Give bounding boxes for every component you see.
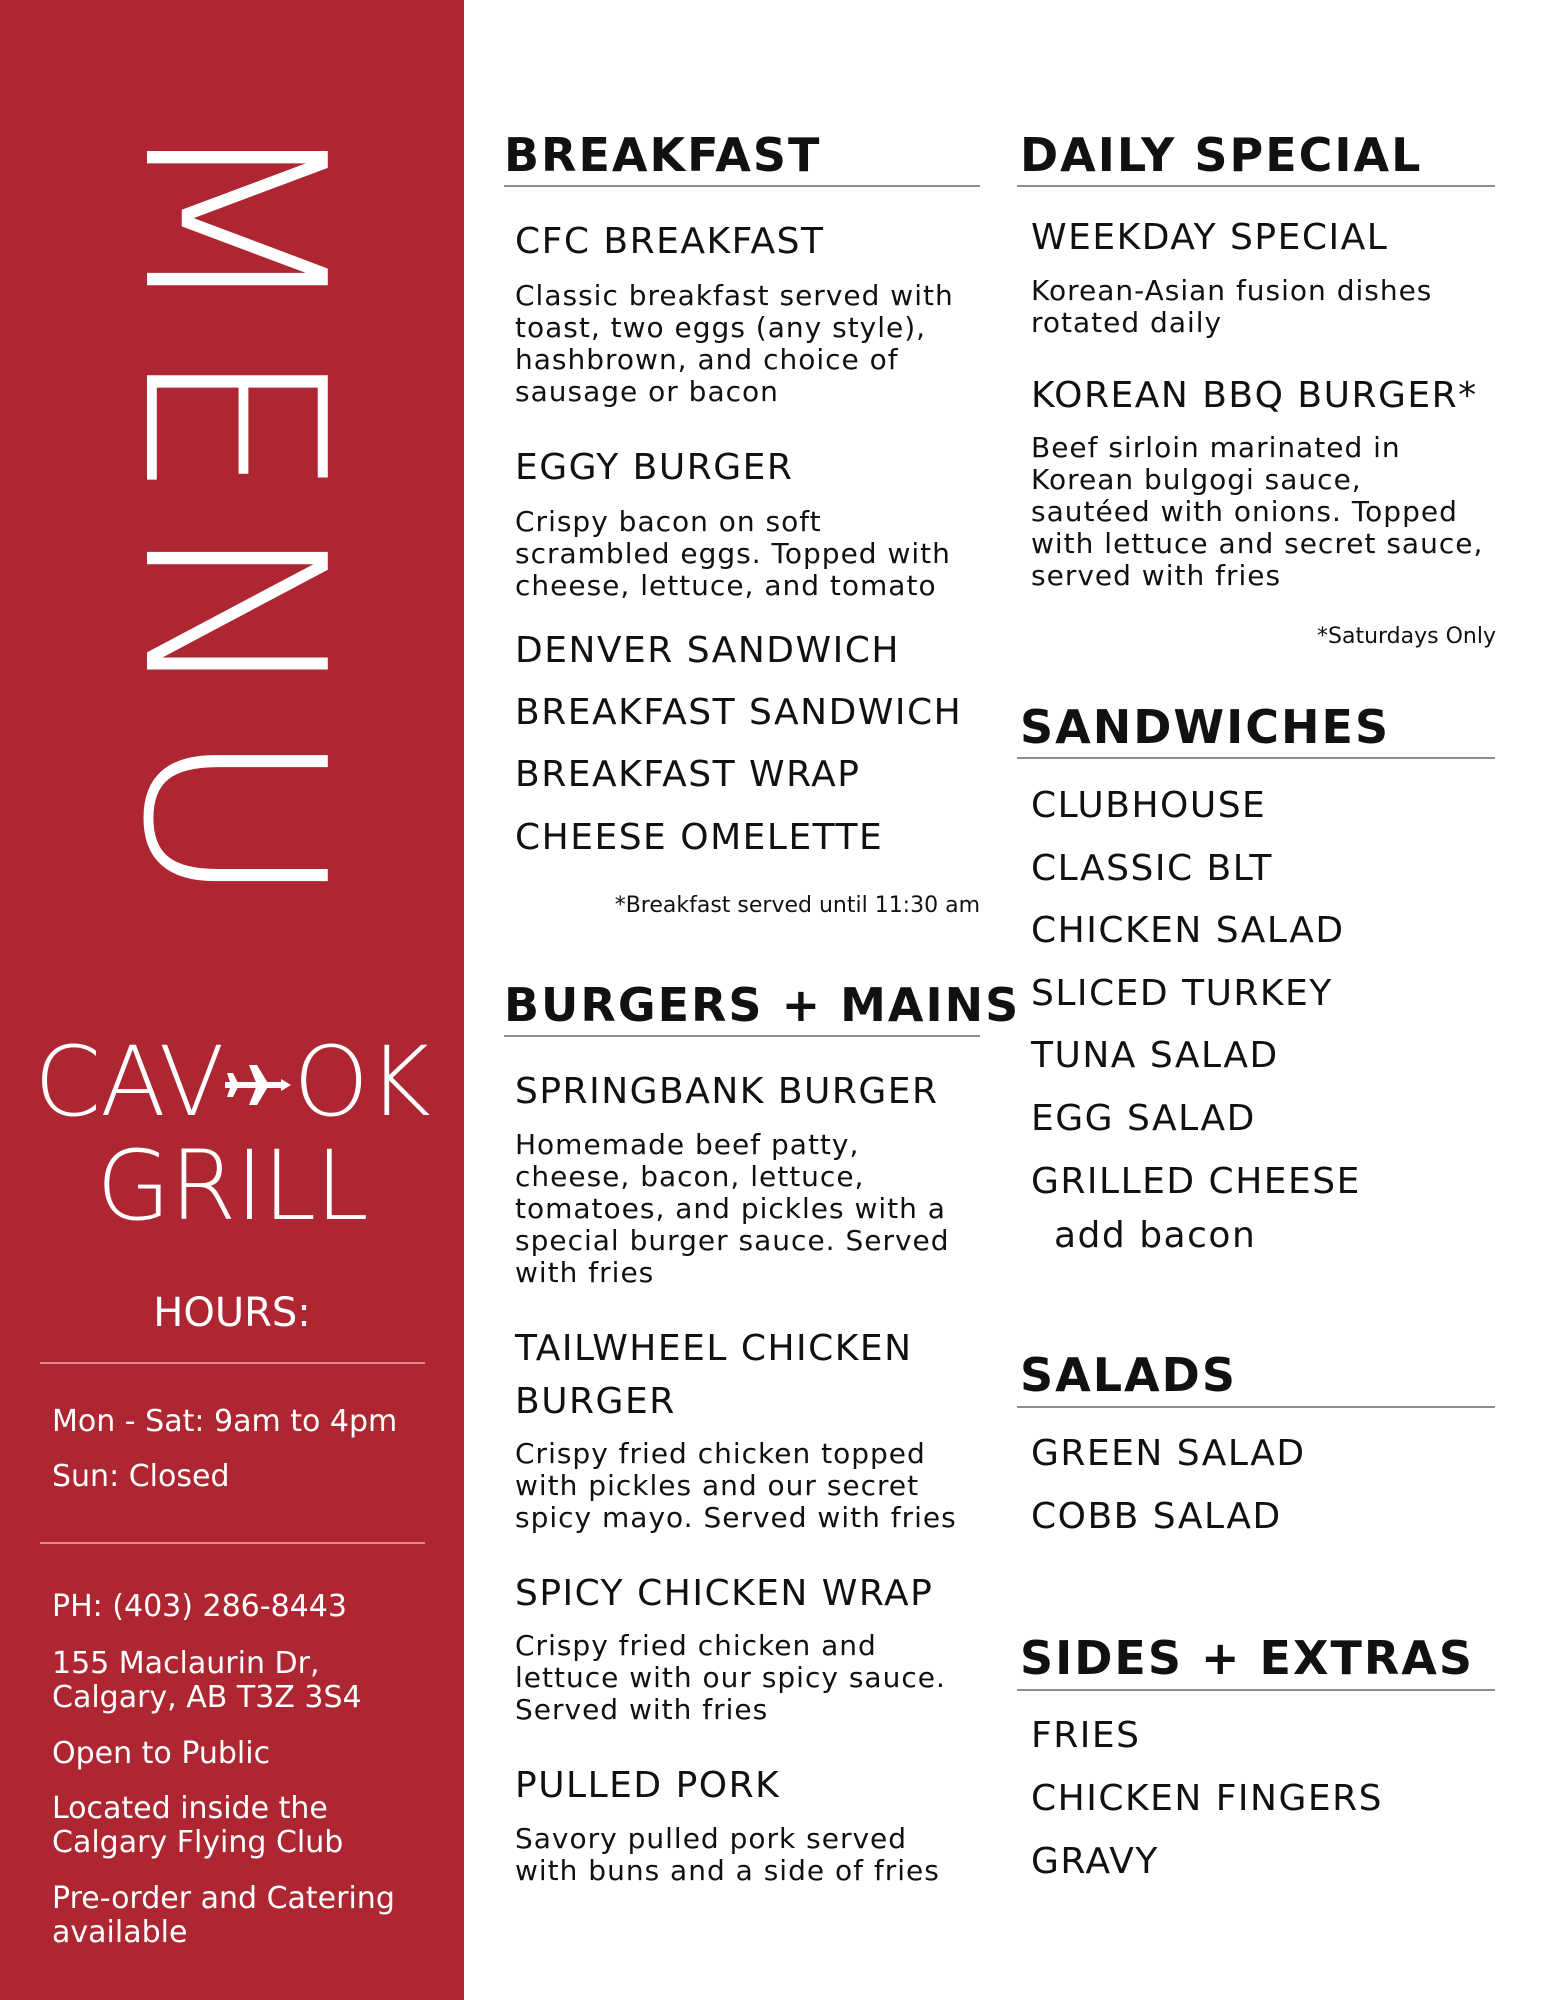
hours-weekday: Mon - Sat: 9am to 4pm [52, 1404, 398, 1439]
menu-item-description: Korean-Asian fusion dishes rotated daily [1031, 274, 1433, 339]
preorder-line-1: Pre-order and Catering [52, 1881, 395, 1916]
menu-item-name: BREAKFAST SANDWICH [515, 692, 963, 733]
brand-logo [0, 1026, 464, 1242]
preorder-line-2: available [52, 1915, 188, 1950]
menu-item-extra: add bacon [1054, 1215, 1257, 1256]
menu-item-description: Crispy fried chicken and lettuce with our spicy sauce. Served with fries [515, 1629, 946, 1726]
menu-item-description: Beef sirloin marinated in Korean bulgogi sauce, sautéed with onions. Topped with lettuce and secret sauce, served with fries [1031, 431, 1484, 592]
menu-item-name: EGG SALAD [1031, 1098, 1256, 1139]
menu-item-name: EGGY BURGER [515, 447, 794, 488]
daily-special-heading: DAILY SPECIAL [1020, 128, 1423, 182]
airplane-icon [225, 1065, 291, 1105]
burgers-divider [504, 1035, 980, 1037]
phone-number: PH: (403) 286-8443 [52, 1589, 347, 1624]
sides-heading: SIDES + EXTRAS [1020, 1631, 1474, 1685]
address-line-2: Calgary, AB T3Z 3S4 [52, 1680, 362, 1715]
menu-item-name: WEEKDAY SPECIAL [1031, 217, 1389, 258]
hours-sunday: Sun: Closed [52, 1459, 230, 1494]
menu-item-name: FRIES [1031, 1715, 1141, 1756]
menu-item-description: Crispy fried chicken topped with pickles and our secret spicy mayo. Served with fries [515, 1437, 957, 1534]
sidebar-divider [40, 1362, 425, 1364]
sandwiches-heading: SANDWICHES [1020, 700, 1391, 754]
menu-item-name: BREAKFAST WRAP [515, 754, 861, 795]
menu-item-name: CHICKEN SALAD [1031, 910, 1345, 951]
menu-item-description: Classic breakfast served with toast, two eggs (any style), hashbrown, and choice of sausage or bacon [515, 279, 954, 408]
sides-divider [1017, 1689, 1495, 1691]
breakfast-note: *Breakfast served until 11:30 am [614, 893, 980, 918]
menu-item-name: CHICKEN FINGERS [1031, 1778, 1383, 1819]
address-line-1: 155 Maclaurin Dr, [52, 1646, 320, 1681]
menu-item-name: SLICED TURKEY [1031, 973, 1333, 1014]
sidebar-divider [40, 1542, 425, 1544]
sandwiches-divider [1017, 757, 1495, 759]
menu-item-name: CFC BREAKFAST [515, 221, 825, 262]
menu-item-name: CLASSIC BLT [1031, 848, 1273, 889]
location-line-2: Calgary Flying Club [52, 1825, 344, 1860]
menu-item-description: Crispy bacon on soft scrambled eggs. Topped with cheese, lettuce, and tomato [515, 505, 951, 602]
menu-item-name: GRILLED CHEESE [1031, 1161, 1361, 1202]
menu-item-name: KOREAN BBQ BURGER* [1031, 375, 1478, 416]
menu-title: MENU [88, 111, 376, 929]
breakfast-divider [504, 185, 980, 187]
location-line-1: Located inside the [52, 1791, 328, 1826]
saturday-note: *Saturdays Only [1317, 624, 1496, 649]
brand-text-cav: CAV [34, 1026, 224, 1138]
menu-item-name: SPICY CHICKEN WRAP [515, 1573, 934, 1614]
menu-item-name: SPRINGBANK BURGER [515, 1071, 939, 1112]
menu-item-name: TAILWHEEL CHICKEN [515, 1328, 913, 1369]
sidebar [0, 0, 464, 2000]
daily-special-divider [1017, 185, 1495, 187]
menu-item-name: GRAVY [1031, 1841, 1159, 1882]
breakfast-heading: BREAKFAST [504, 128, 822, 182]
menu-item-name: CLUBHOUSE [1031, 785, 1267, 826]
brand-text-grill: GRILL [96, 1130, 368, 1242]
menu-item-description: Homemade beef patty, cheese, bacon, lettuce, tomatoes, and pickles with a special burger sauce. Served with fries [515, 1128, 950, 1289]
menu-item-name: GREEN SALAD [1031, 1433, 1306, 1474]
menu-item-name: BURGER [515, 1381, 676, 1422]
menu-item-name: DENVER SANDWICH [515, 630, 900, 671]
menu-item-name: CHEESE OMELETTE [515, 817, 884, 858]
menu-item-name: PULLED PORK [515, 1765, 781, 1806]
brand-text-ok: OK [293, 1026, 430, 1138]
salads-divider [1017, 1406, 1495, 1408]
salads-heading: SALADS [1020, 1348, 1237, 1402]
hours-heading: HOURS: [153, 1290, 311, 1336]
menu-item-name: TUNA SALAD [1031, 1035, 1279, 1076]
open-to-public: Open to Public [52, 1736, 271, 1771]
burgers-heading: BURGERS + MAINS [504, 978, 1021, 1032]
menu-item-description: Savory pulled pork served with buns and a side of fries [515, 1822, 940, 1887]
menu-item-name: COBB SALAD [1031, 1496, 1282, 1537]
